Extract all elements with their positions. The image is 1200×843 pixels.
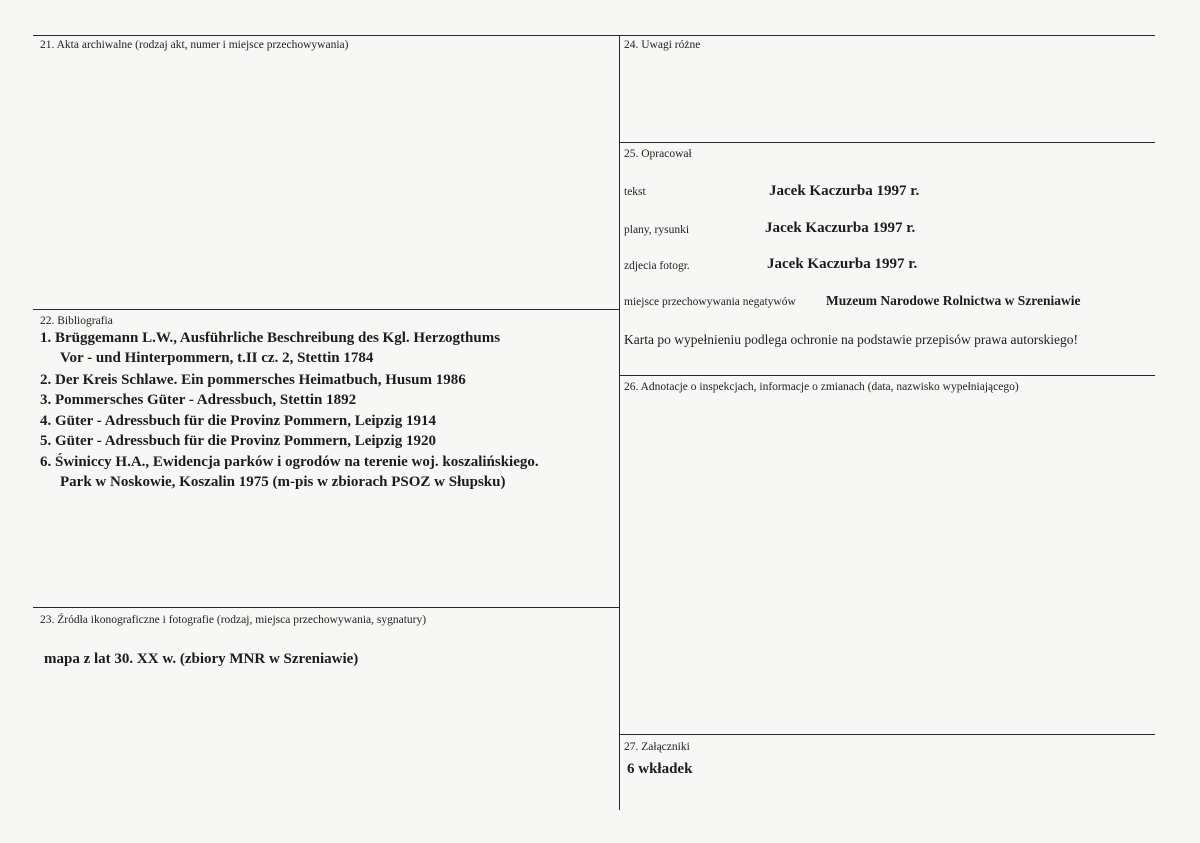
- negatives-value: Muzeum Narodowe Rolnictwa w Szreniawie: [826, 293, 1081, 308]
- divider-26-27: [619, 734, 1155, 735]
- bibliography-item: 3. Pommersches Güter - Adressbuch, Stettin 1892: [40, 392, 357, 408]
- bibliography-item: 1. Brüggemann L.W., Ausführliche Beschreibung des Kgl. Herzogthums: [40, 330, 501, 346]
- bibliography-item: Park w Noskowie, Koszalin 1975 (m-pis w zbiorach PSOZ w Słupsku): [60, 474, 506, 490]
- divider-24-25: [619, 142, 1155, 143]
- bibliography-item: 5. Güter - Adressbuch für die Provinz Pommern, Leipzig 1920: [40, 433, 436, 449]
- section-23-label: 23. Źródła ikonograficzne i fotografie (rodzaj, miejsca przechowywania, sygnatury): [40, 614, 427, 626]
- author-row-key: plany, rysunki: [624, 224, 690, 236]
- divider-25-26: [619, 375, 1155, 376]
- bibliography-item: Vor - und Hinterpommern, t.II cz. 2, Stettin 1784: [60, 350, 374, 366]
- section-24-label: 24. Uwagi różne: [624, 39, 701, 51]
- bibliography-item: 2. Der Kreis Schlawe. Ein pommersches Heimatbuch, Husum 1986: [40, 372, 466, 388]
- divider-22-23: [33, 607, 619, 608]
- section-27-label: 27. Załączniki: [624, 741, 690, 753]
- section-22-label: 22. Bibliografia: [40, 315, 113, 327]
- author-row-value: Jacek Kaczurba 1997 r.: [765, 220, 916, 236]
- section-26-label: 26. Adnotacje o inspekcjach, informacje o zmianach (data, nazwisko wypełniającego): [624, 381, 1019, 393]
- section-25-label: 25. Opracował: [624, 148, 692, 160]
- bibliography-item: 4. Güter - Adressbuch für die Provinz Pommern, Leipzig 1914: [40, 413, 436, 429]
- attachments-value: 6 wkładek: [627, 761, 693, 777]
- section-23-value: mapa z lat 30. XX w. (zbiory MNR w Szreniawie): [44, 651, 359, 667]
- bibliography-item: 6. Świniccy H.A., Ewidencja parków i ogrodów na terenie woj. koszalińskiego.: [40, 454, 539, 470]
- section-21-label: 21. Akta archiwalne (rodzaj akt, numer i miejsce przechowywania): [40, 39, 349, 51]
- author-row-value: Jacek Kaczurba 1997 r.: [769, 183, 920, 199]
- author-row-key: zdjecia fotogr.: [624, 260, 690, 272]
- author-row-value: Jacek Kaczurba 1997 r.: [767, 256, 918, 272]
- divider-21-22: [33, 309, 619, 310]
- copyright-note: Karta po wypełnieniu podlega ochronie na podstawie przepisów prawa autorskiego!: [624, 332, 1078, 347]
- top-rule: [33, 35, 1155, 36]
- negatives-key: miejsce przechowywania negatywów: [624, 296, 796, 308]
- author-row-key: tekst: [624, 186, 646, 198]
- center-divider: [619, 35, 620, 810]
